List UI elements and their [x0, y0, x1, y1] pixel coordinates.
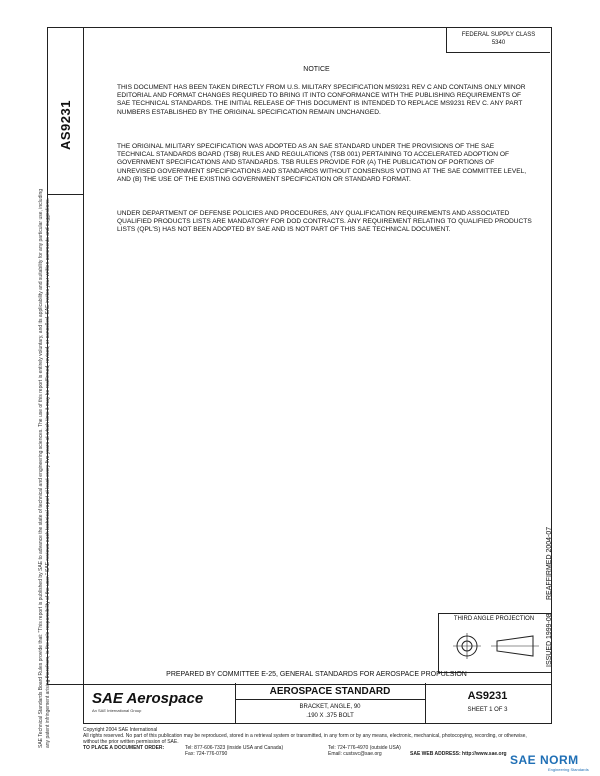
notice-paragraph-2: THE ORIGINAL MILITARY SPECIFICATION WAS ADOPTED AS AN SAE STANDARD UNDER THE PROVISIONS OF THE SAE TECHNICAL STANDARDS BOARD (TSB) RULES AND REGULATIONS (TSB 001) PERTAINING TO ACCELERATED ADOPTION OF GOVERNMENT SPECIFICATIONS AND STANDARDS. TSB RULES PROVIDE FOR (A) THE PUBLICATION OF PORTIONS OF UNREVISED GOVERNMENT SPECIFICATIONS AND STANDARDS WITHOUT CONSENSUS VOTING AT THE SAE COMMITTEE LEVEL, AND (B) THE USE OF THE EXISTING GOVERNMENT SPECIFICATION OR STANDARD FORMAT.: [117, 143, 527, 183]
sae-aerospace-logo: SAE Aerospace: [92, 690, 204, 707]
footer-rights: All rights reserved. No part of this publication may be reproduced, stored in a retrieval system or transmitted, in any form or by any means, electronic, mechanical, photocopying, recording, or otherwise, without the prior written permission of SAE.: [83, 733, 527, 745]
logo-subtitle: An SAE International Group: [92, 708, 142, 713]
document-number: AS9231: [467, 690, 508, 702]
notice-title: NOTICE: [303, 66, 330, 73]
part-description-1: BRACKET, ANGLE, 90: [299, 704, 361, 710]
legal-side-text: SAE Technical Standards Board Rules provide that: "This report is published by SAE to advance the state of technical and engineering sciences. The use of this report is entirely voluntary, and its applicability and suitability for any particular use, including any patent infringement arising therefrom, is the sole responsibility of the user." SAE reviews each technical report at least every five years at which time it may be reaffirmed, revised, or cancelled. SAE invites your written comments and suggestions.: [38, 188, 51, 748]
footer-order-label: [83, 745, 173, 751]
notice-paragraph-1: THIS DOCUMENT HAS BEEN TAKEN DIRECTLY FROM U.S. MILITARY SPECIFICATION MS9231 REV C AND CONTAINS ONLY MINOR EDITORIAL AND FORMAT CHANGES REQUIRED TO BRING IT INTO CONFORMANCE WITH THE PUBLISHING REQUIREMENTS OF SAE TECHNICAL STANDARDS. THE INITIAL RELEASE OF THIS DOCUMENT IS INTENDED TO REPLACE MS9231 REV C. ANY PART NUMBERS ESTABLISHED BY THE ORIGINAL SPECIFICATION REMAIN UNCHANGED.: [117, 84, 526, 116]
part-description-2: .190 X .375 BOLT: [306, 713, 354, 719]
third-angle-projection-label: THIRD ANGLE PROJECTION: [453, 616, 535, 622]
sae-norm-watermark-sub: Engineering Standards: [548, 767, 589, 772]
federal-supply-class: [446, 27, 550, 53]
sae-norm-watermark: SAE NORM: [510, 753, 579, 767]
footer-copyright: Copyright 2004 SAE International: [83, 727, 158, 733]
notice-paragraph-3: UNDER DEPARTMENT OF DEFENSE POLICIES AND PROCEDURES, ANY QUALIFICATION REQUIREMENTS AND ASSOCIATED QUALIFIED PRODUCTS LISTS ARE MANDATORY FOR DOD CONTRACTS. ANY REQUIREMENT RELATING TO QUALIFIED PRODUCTS LISTS (QPL'S) HAS NOT BEEN ADOPTED BY SAE AND IS NOT PART OF THIS SAE TECHNICAL DOCUMENT.: [117, 210, 532, 234]
page-frame: [83, 27, 552, 685]
footer-tel2: Tel: 724-776-4970 (outside USA): [328, 745, 401, 751]
standard-title: AEROSPACE STANDARD: [235, 686, 425, 700]
sheet-number: SHEET 1 OF 3: [467, 707, 508, 713]
third-angle-projection-icon: [445, 628, 545, 664]
footer-tel1: Tel: 877-606-7323 (inside USA and Canada): [185, 745, 284, 751]
web-address-text: SAE WEB ADDRESS: http://www.sae.org: [410, 751, 507, 757]
issued-date: ISSUED 1999-08: [546, 613, 553, 667]
reaffirmed-date: REAFFIRMED 2004-07: [546, 526, 553, 600]
order-label-text: TO PLACE A DOCUMENT ORDER:: [83, 745, 165, 751]
doc-id-side-label: AS9231: [58, 100, 73, 150]
footer-fax: Fax: 724-776-0790: [185, 751, 228, 757]
footer-email: Email: custsvc@sae.org: [328, 751, 382, 757]
prepared-by: PREPARED BY COMMITTEE E-25, GENERAL STANDARDS FOR AEROSPACE PROPULSION: [166, 671, 467, 678]
fsc-text: FEDERAL SUPPLY CLASS 5340: [461, 32, 536, 46]
